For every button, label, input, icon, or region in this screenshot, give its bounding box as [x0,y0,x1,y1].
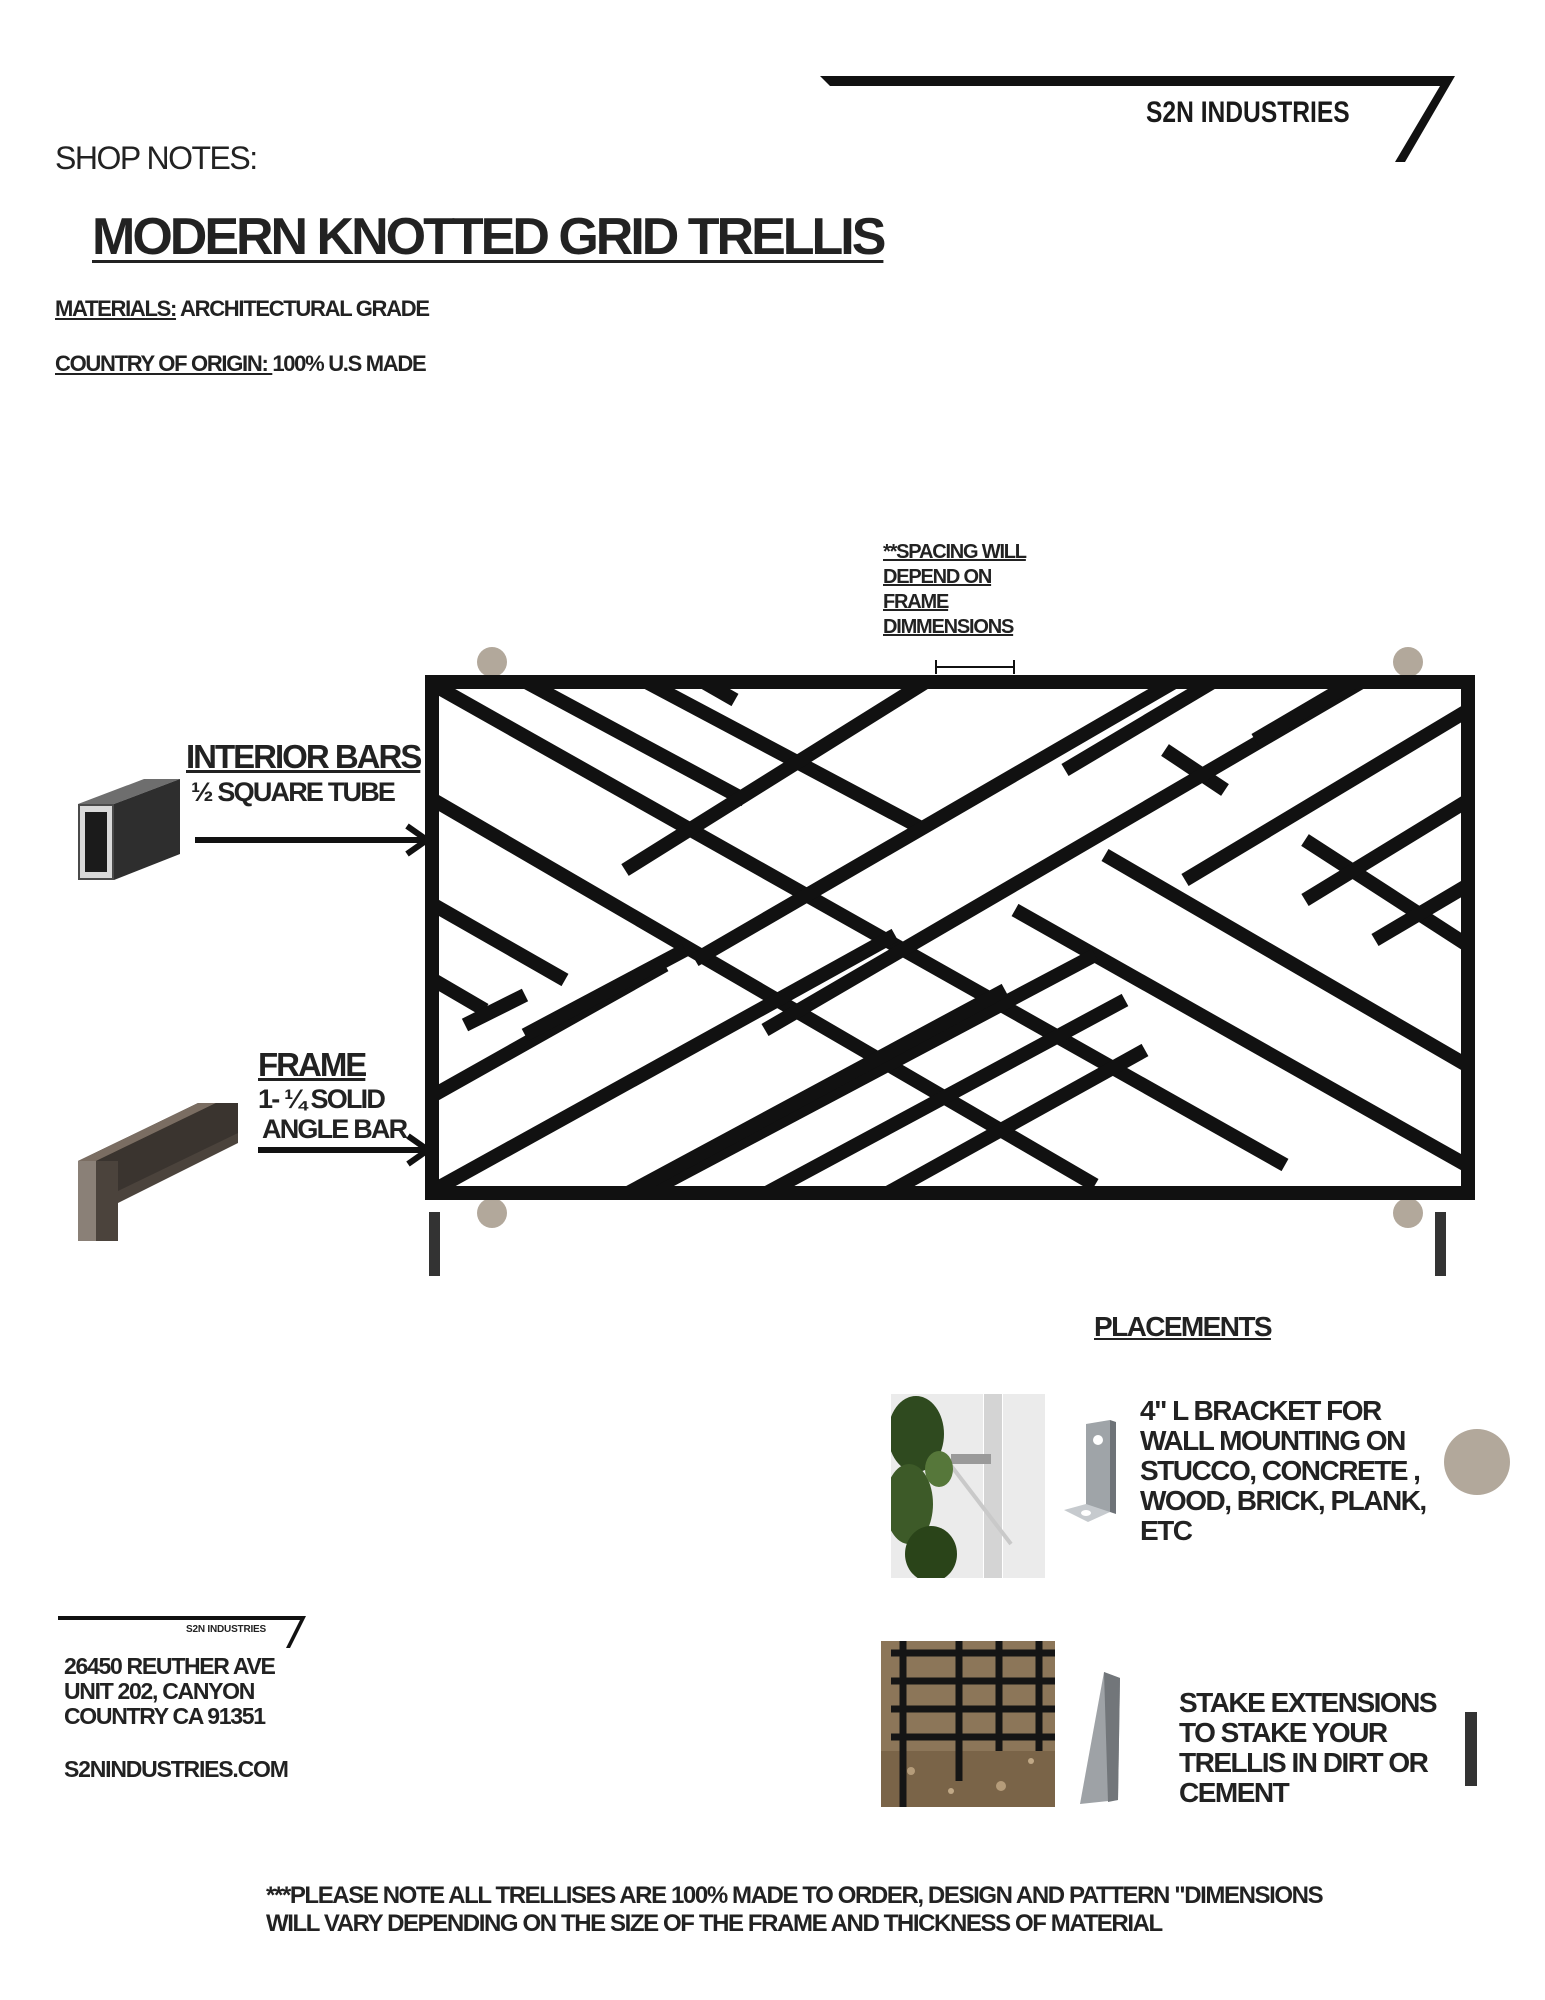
frame-arrow [258,1130,438,1170]
placements-heading: PLACEMENTS [1094,1311,1271,1342]
brand-name: S2N INDUSTRIES [1146,96,1350,129]
spacing-note: **SPACING WILL DEPEND ON FRAME DIMMENSIONS [883,541,1026,638]
stake-photo [881,1641,1055,1807]
origin-value: 100% U.S MADE [272,351,426,376]
square-tube-image [72,774,184,884]
trellis-diagram [425,640,1475,1280]
stake-description: STAKE EXTENSIONS TO STAKE YOUR TRELLIS IN DIRT OR CEMENT [1179,1687,1437,1808]
frame-subtitle-line1: 1- ¼ SOLID [258,1084,385,1114]
interior-bars-arrow [195,820,435,860]
origin-line [55,351,425,377]
interior-bars-subtitle: ½ SQUARE TUBE [191,777,395,807]
l-bracket-image [1062,1418,1118,1528]
mount-dot-top-left [477,647,507,677]
mount-dot-bottom-left [477,1198,507,1228]
angle-bar-image [76,1093,241,1243]
page-title: MODERN KNOTTED GRID TRELLIS [92,208,884,266]
mount-dot-bottom-right [1393,1198,1423,1228]
stake-extension-image [1078,1670,1124,1806]
bracket-description: 4" L BRACKET FOR WALL MOUNTING ON STUCCO, CONCRETE , WOOD, BRICK, PLANK, ETC [1140,1395,1426,1546]
frame-subtitle-line2: ANGLE BAR [262,1114,407,1144]
origin-label: COUNTRY OF ORIGIN: [55,351,273,376]
materials-line [55,296,429,322]
website: S2NINDUSTRIES.COM [64,1756,288,1782]
disclaimer-note: ***PLEASE NOTE ALL TRELLISES ARE 100% MADE TO ORDER, DESIGN AND PATTERN "DIMENSIONS WILL VARY DEPENDING ON THE SIZE OF THE FRAME AND THICKNESS OF MATERIAL [266,1882,1323,1937]
stake-post-left [429,1212,440,1276]
interior-bars-title: INTERIOR BARS [186,738,421,775]
placement-dot [1442,1427,1512,1497]
shop-notes-heading: SHOP NOTES: [55,140,257,176]
materials-label: MATERIALS: [55,296,177,321]
mount-dot-top-right [1393,647,1423,677]
footer-logo-graphic [58,1614,308,1650]
trellis-frame [432,682,1468,1193]
footer-brand: S2N INDUSTRIES [186,1624,266,1635]
stake-post-right [1435,1212,1446,1276]
wall-mount-photo [891,1394,1045,1578]
frame-title: FRAME [258,1046,366,1083]
interior-bars [425,640,1475,1280]
materials-value: ARCHITECTURAL GRADE [176,296,429,321]
stake-bar-marker [1465,1712,1477,1786]
address: 26450 REUTHER AVE UNIT 202, CANYON COUNTRY CA 91351 [64,1653,275,1729]
